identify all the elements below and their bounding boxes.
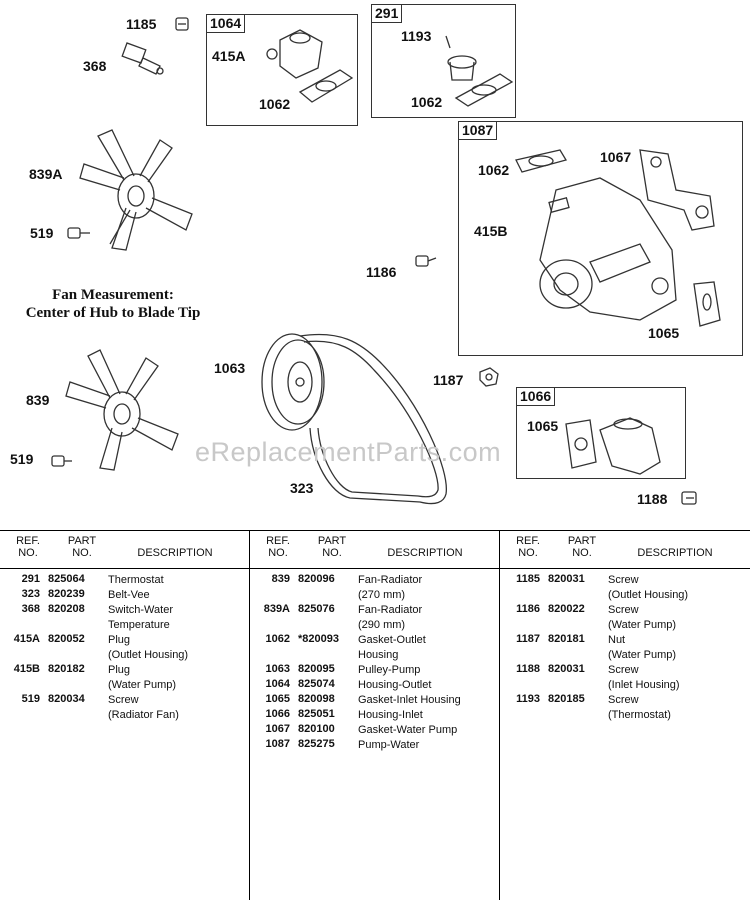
ref-number: 839 [271, 573, 290, 585]
description-line: (Water Pump) [608, 619, 677, 631]
description-line: Switch-Water [108, 604, 173, 616]
part-description [358, 738, 419, 753]
ref-number: 839A [263, 603, 290, 615]
description-line: (290 mm) [358, 619, 406, 631]
table-row [0, 588, 249, 603]
table-header [0, 531, 249, 569]
description-line: (270 mm) [358, 589, 406, 601]
screw-519-top-drawing [68, 228, 90, 238]
table-row [0, 573, 249, 588]
part-description [108, 588, 150, 603]
ref-number: 1062 [265, 633, 290, 645]
table-row [250, 663, 499, 678]
ref-number: 1185 [516, 573, 540, 585]
part-description [108, 693, 179, 723]
ref-number: 1187 [516, 633, 540, 645]
ref-number: 1193 [516, 693, 540, 705]
description-line: (Water Pump) [108, 679, 177, 691]
description-line: Belt-Vee [108, 589, 150, 601]
part-description [358, 573, 422, 603]
description-line: (Outlet Housing) [108, 649, 189, 661]
table-row [500, 573, 750, 603]
parts-list-table [0, 530, 750, 900]
ref-number: 415B [13, 663, 40, 675]
header-description: DESCRIPTION [637, 547, 713, 559]
callout-1193: 1193 [401, 28, 432, 44]
header-description: DESCRIPTION [137, 547, 213, 559]
part-description [358, 633, 426, 663]
table-row [250, 723, 499, 738]
callout-415a: 415A [212, 48, 246, 64]
callout-1186: 1186 [366, 264, 397, 280]
ref-number: 291 [21, 573, 40, 585]
part-description [358, 723, 457, 738]
description-line: Nut [608, 634, 626, 646]
ref-number: 1064 [265, 678, 290, 690]
part-number: 825076 [298, 603, 335, 615]
table-row [250, 693, 499, 708]
description-line: Pulley-Pump [358, 664, 421, 676]
callout-1062-thermostat: 1062 [411, 94, 443, 110]
ref-number: 519 [21, 693, 40, 705]
callout-1065-pump: 1065 [648, 325, 680, 341]
table-row [250, 573, 499, 603]
part-description [108, 663, 176, 693]
ref-number: 1065 [265, 693, 290, 705]
description-line: Housing-Inlet [358, 709, 423, 721]
callout-839a: 839A [29, 166, 63, 182]
parts-column-1 [0, 531, 249, 900]
fan-note-line-2: Center of Hub to Blade Tip [25, 305, 201, 321]
part-number: 820022 [548, 603, 585, 615]
part-number: 820052 [48, 633, 85, 645]
part-number: 820031 [548, 573, 585, 585]
description-line: Pump-Water [358, 739, 420, 751]
ref-number: 1066 [265, 708, 290, 720]
part-number: 820182 [48, 663, 85, 675]
part-number: 820034 [48, 693, 85, 705]
description-line: Screw [608, 694, 639, 706]
table-row [250, 678, 499, 693]
part-description [108, 603, 173, 633]
callout-519-bottom: 519 [10, 451, 34, 467]
header-part-line-1: PART [567, 535, 597, 547]
callout-368: 368 [83, 58, 107, 74]
screw-519-bottom-drawing [52, 456, 72, 466]
table-row [250, 708, 499, 723]
part-number: *820093 [298, 633, 339, 645]
table-row [500, 603, 750, 633]
part-number: 820095 [298, 663, 335, 675]
screw-1188-drawing [682, 492, 696, 504]
part-number: 820181 [548, 633, 585, 645]
description-line: Fan-Radiator [358, 574, 423, 586]
part-description [358, 678, 431, 693]
ref-number: 415A [13, 633, 40, 645]
description-line: Gasket-Inlet Housing [358, 694, 461, 706]
table-row [0, 663, 249, 693]
callout-1067: 1067 [600, 149, 632, 165]
table-header [500, 531, 750, 569]
header-part-line-2: NO. [572, 547, 592, 559]
part-number: 820239 [48, 588, 85, 600]
description-line: Screw [108, 694, 139, 706]
header-part-line-1: PART [317, 535, 347, 547]
callout-1063: 1063 [214, 360, 246, 376]
part-description [108, 573, 164, 588]
ref-number: 1087 [265, 738, 290, 750]
watermark: eReplacementParts.com [195, 437, 502, 467]
header-part-line-1: PART [67, 535, 97, 547]
header-part-line-2: NO. [322, 547, 342, 559]
header-ref-line-2: NO. [268, 547, 288, 559]
description-line: (Inlet Housing) [608, 679, 680, 691]
ref-number: 368 [21, 603, 40, 615]
part-number: 820096 [298, 573, 335, 585]
temperature-switch-drawing [122, 43, 163, 74]
description-line: Temperature [108, 619, 170, 631]
header-ref-line-2: NO. [518, 547, 538, 559]
fan-839-drawing [66, 350, 178, 470]
description-line: Plug [108, 634, 131, 646]
box-tag-291: 291 [371, 4, 402, 23]
fan-839a-drawing [80, 130, 192, 250]
fan-note-line-1: Fan Measurement: [52, 287, 174, 303]
part-number: 825275 [298, 738, 335, 750]
nut-1187-drawing [480, 368, 498, 386]
callout-323: 323 [290, 480, 314, 496]
table-row [0, 693, 249, 723]
header-description: DESCRIPTION [387, 547, 463, 559]
description-line: Gasket-Water Pump [358, 724, 458, 736]
callout-1185: 1185 [126, 16, 157, 32]
description-line: Fan-Radiator [358, 604, 423, 616]
callout-1065-inlet: 1065 [527, 418, 559, 434]
part-description [358, 663, 420, 678]
callout-1062-outlet: 1062 [259, 96, 291, 112]
header-ref-line-1: REF. [16, 535, 40, 547]
description-line: Housing-Outlet [358, 679, 432, 691]
table-row [250, 603, 499, 633]
callout-1188: 1188 [637, 491, 668, 507]
description-line: Screw [608, 664, 639, 676]
part-number: 825064 [48, 573, 85, 585]
part-description [608, 603, 676, 633]
box-tag-1064: 1064 [206, 14, 245, 33]
part-description [608, 573, 688, 603]
ref-number: 1067 [265, 723, 290, 735]
part-description [358, 693, 461, 708]
header-part-line-2: NO. [72, 547, 92, 559]
description-line: Gasket-Outlet [358, 634, 426, 646]
description-line: (Radiator Fan) [108, 709, 179, 721]
table-row [500, 693, 750, 723]
header-ref-line-1: REF. [266, 535, 290, 547]
part-description [608, 663, 680, 693]
description-line: Screw [608, 604, 639, 616]
callout-839: 839 [26, 392, 50, 408]
description-line: Housing [358, 649, 399, 661]
description-line: (Water Pump) [608, 649, 677, 661]
table-row [250, 738, 499, 753]
callout-415b: 415B [474, 223, 508, 239]
part-description [358, 603, 422, 633]
part-description [608, 633, 676, 663]
part-number: 820100 [298, 723, 335, 735]
part-number: 825051 [298, 708, 335, 720]
table-rows [0, 573, 249, 723]
callout-1187: 1187 [433, 372, 464, 388]
ref-number: 1186 [516, 603, 540, 615]
description-line: Thermostat [108, 574, 164, 586]
callout-1062-pump: 1062 [478, 162, 510, 178]
parts-column-2 [250, 531, 499, 900]
screw-1186-drawing [416, 256, 436, 266]
screw-1185-drawing [176, 18, 188, 30]
description-line: (Thermostat) [608, 709, 671, 721]
fan-measurement-note [8, 286, 218, 322]
table-row [250, 633, 499, 663]
description-line: Screw [608, 574, 639, 586]
box-tag-1066: 1066 [516, 387, 555, 406]
part-description [358, 708, 423, 723]
description-line: (Outlet Housing) [608, 589, 689, 601]
callout-519-top: 519 [30, 225, 54, 241]
table-rows [250, 573, 499, 753]
ref-number: 323 [21, 588, 40, 600]
header-ref-line-1: REF. [516, 535, 540, 547]
table-row [500, 633, 750, 663]
part-number: 820098 [298, 693, 335, 705]
ref-number: 1063 [265, 663, 290, 675]
pulley-and-belt-drawing [262, 334, 446, 504]
part-description [608, 693, 671, 723]
part-number: 820208 [48, 603, 85, 615]
description-line: Plug [108, 664, 131, 676]
parts-column-3 [500, 531, 750, 900]
table-rows [500, 573, 750, 723]
header-ref-line-2: NO. [18, 547, 38, 559]
part-number: 825074 [298, 678, 335, 690]
part-description [108, 633, 188, 663]
table-header [250, 531, 499, 569]
part-number: 820185 [548, 693, 585, 705]
box-tag-1087: 1087 [458, 121, 497, 140]
table-row [500, 663, 750, 693]
table-row [0, 633, 249, 663]
part-number: 820031 [548, 663, 585, 675]
ref-number: 1188 [516, 663, 540, 675]
table-row [0, 603, 249, 633]
